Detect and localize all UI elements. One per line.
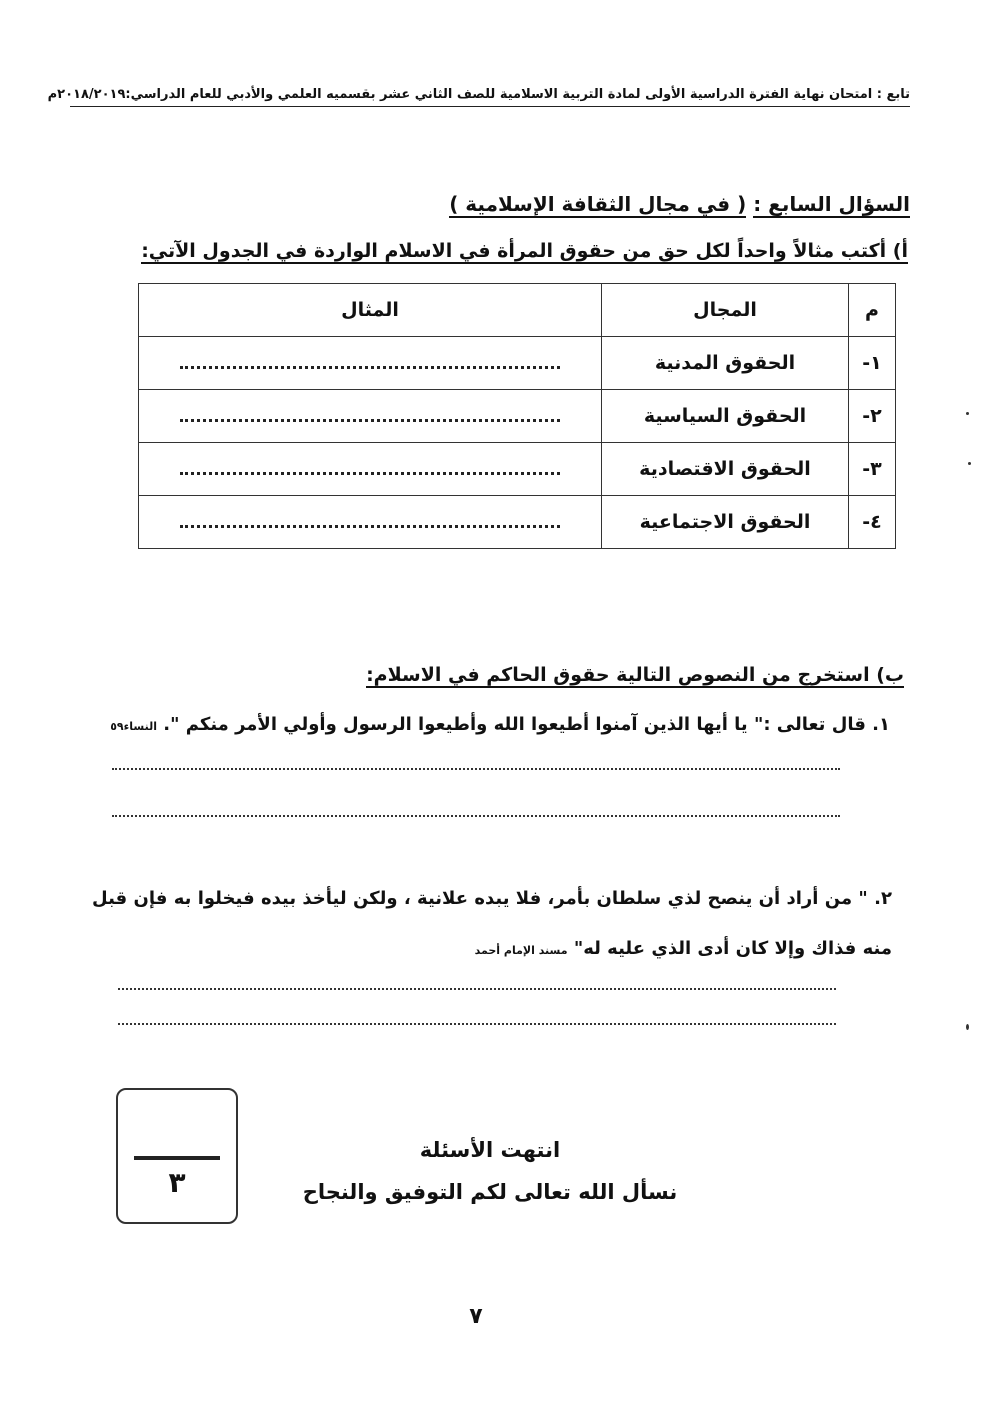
dotted-line bbox=[180, 405, 560, 422]
table-row bbox=[139, 337, 896, 390]
part-a-instruction: أ) أكتب مثالاً واحداً لكل حق من حقوق المرأة في الاسلام الواردة في الجدول الآتي: bbox=[141, 240, 908, 262]
item-2-number: ٢. bbox=[874, 888, 892, 909]
scan-mark bbox=[966, 412, 969, 415]
answer-blank[interactable] bbox=[139, 496, 602, 549]
part-b-instruction: ب) استخرج من النصوص التالية حقوق الحاكم في الاسلام: bbox=[366, 664, 904, 686]
question-label: السؤال السابع : bbox=[753, 192, 910, 216]
table-row bbox=[139, 496, 896, 549]
item-1-source: النساء٥٩ bbox=[110, 720, 157, 733]
table-header-row bbox=[139, 284, 896, 337]
score-value: ٣ bbox=[168, 1166, 186, 1199]
column-header-field: المجال bbox=[602, 284, 849, 337]
closing-title: انتهت الأسئلة bbox=[419, 1138, 561, 1162]
row-number: ٢- bbox=[849, 390, 896, 443]
row-number: ١- bbox=[849, 337, 896, 390]
answer-line[interactable] bbox=[118, 988, 836, 990]
row-number: ٣- bbox=[849, 443, 896, 496]
row-field: الحقوق الاجتماعية bbox=[602, 496, 849, 549]
item-2-text: " من أراد أن ينصح لذي سلطان بأمر، فلا يبده علانية ، ولكن ليأخذ بيده فيخلوا به فإن قبل منه فذاك وإلا كان أدى الذي عليه له" bbox=[92, 888, 892, 959]
row-number: ٤- bbox=[849, 496, 896, 549]
item-2 bbox=[92, 874, 892, 976]
item-1 bbox=[110, 714, 890, 735]
table-row bbox=[139, 443, 896, 496]
item-1-number: ١. bbox=[872, 714, 890, 735]
score-box bbox=[116, 1088, 238, 1224]
answer-line[interactable] bbox=[118, 1023, 836, 1025]
rights-table bbox=[138, 283, 896, 549]
table-row bbox=[139, 390, 896, 443]
answer-blank[interactable] bbox=[139, 443, 602, 496]
answer-blank[interactable] bbox=[139, 337, 602, 390]
item-2-source: مسند الإمام أحمد bbox=[474, 944, 568, 957]
answer-blank[interactable] bbox=[139, 390, 602, 443]
dotted-line bbox=[180, 352, 560, 369]
question-title bbox=[449, 192, 910, 216]
item-1-text: قال تعالى :" يا أيها الذين آمنوا أطيعوا الله وأطيعوا الرسول وأولي الأمر منكم ". bbox=[163, 714, 866, 735]
row-field: الحقوق المدنية bbox=[602, 337, 849, 390]
row-field: الحقوق الاقتصادية bbox=[602, 443, 849, 496]
column-header-example: المثال bbox=[139, 284, 602, 337]
exam-header: تابع : امتحان نهاية الفترة الدراسية الأولى لمادة التربية الاسلامية للصف الثاني عشر بقسميه العلمي والأدبي للعام الدراسي:٢٠١٨/٢٠١٩م bbox=[70, 86, 910, 107]
question-topic: ( في مجال الثقافة الإسلامية ) bbox=[449, 192, 747, 216]
scan-mark bbox=[966, 1024, 969, 1030]
column-header-num: م bbox=[849, 284, 896, 337]
answer-line[interactable] bbox=[112, 768, 840, 770]
closing-wish: نسأل الله تعالى لكم التوفيق والنجاح bbox=[302, 1180, 678, 1204]
page-number: ٧ bbox=[469, 1304, 483, 1329]
score-line bbox=[134, 1156, 220, 1160]
scan-mark bbox=[968, 462, 971, 465]
dotted-line bbox=[180, 458, 560, 475]
dotted-line bbox=[180, 511, 560, 528]
answer-line[interactable] bbox=[112, 815, 840, 817]
row-field: الحقوق السياسية bbox=[602, 390, 849, 443]
